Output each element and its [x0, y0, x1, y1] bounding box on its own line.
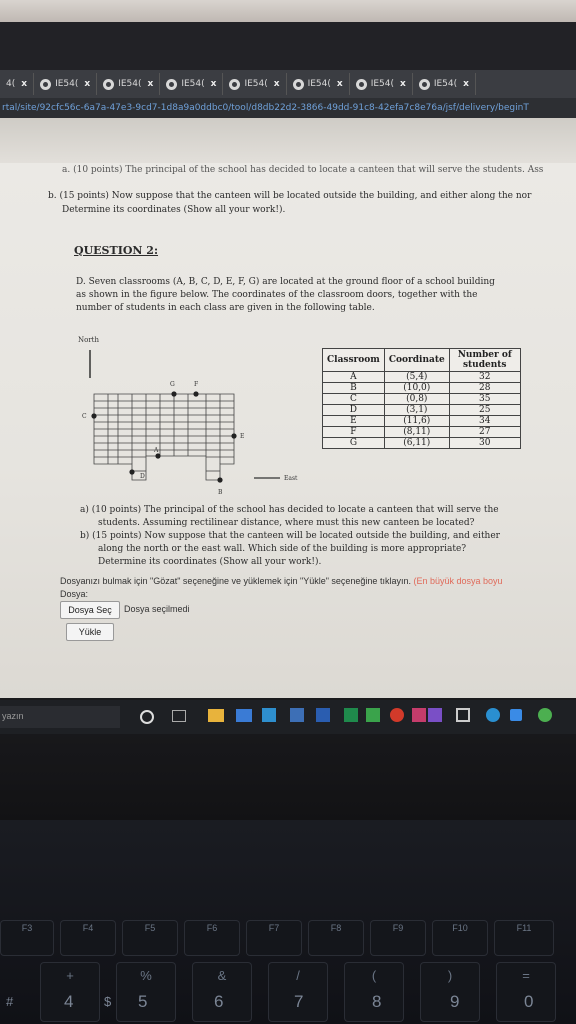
cell-students: 32 [449, 372, 520, 383]
page-content [0, 118, 576, 698]
tab-close-icon[interactable]: x [147, 79, 154, 89]
tab-label: IE54( [55, 79, 79, 89]
door-marker-c [91, 413, 96, 418]
key-label: & [217, 968, 227, 983]
door-label-f: F [194, 381, 199, 388]
browser-tab[interactable] [287, 73, 350, 95]
key-label: F9 [392, 923, 404, 933]
part-b-line: Determine its coordinates (Show all your work!). [62, 205, 286, 215]
key-label: # [6, 994, 14, 1009]
file-explorer-icon[interactable] [208, 709, 224, 722]
cell-students: 27 [449, 427, 520, 438]
door-marker-e [231, 433, 236, 438]
question-title: QUESTION 2: [74, 244, 159, 257]
browser-tab[interactable] [97, 73, 160, 95]
cell-students: 28 [449, 383, 520, 394]
tab-close-icon[interactable]: x [84, 79, 91, 89]
tab-label: IE54( [244, 79, 268, 89]
task-view-icon[interactable] [172, 710, 186, 722]
cell-classroom: E [323, 416, 385, 427]
cell-classroom: B [323, 383, 385, 394]
key-label: ( [371, 968, 377, 983]
tab-close-icon[interactable]: x [463, 79, 469, 89]
cell-classroom: C [323, 394, 385, 405]
file-label: Dosya: [60, 589, 89, 599]
key-f7[interactable] [246, 920, 302, 956]
browser-tab[interactable] [223, 73, 286, 95]
door-marker-f [193, 391, 198, 396]
table-row [323, 383, 521, 394]
key-f8[interactable] [308, 920, 364, 956]
key-f9[interactable] [370, 920, 426, 956]
part-b-line: b. (15 points) Now suppose that the canteen will be located outside the building, and either along the nor [48, 191, 532, 201]
tab-favicon-icon [229, 79, 240, 90]
header-students: Number of students [449, 349, 520, 372]
browser-tab[interactable] [350, 73, 413, 95]
question-b-line: along the north or the east wall. Which side of the building is more appropriate? [98, 544, 467, 554]
cortana-icon[interactable] [140, 710, 154, 724]
browser-tab[interactable] [413, 73, 476, 95]
table-row [323, 405, 521, 416]
key-f6[interactable] [184, 920, 240, 956]
tab-label: IE54( [307, 79, 331, 89]
cell-coordinate: (0,8) [384, 394, 449, 405]
app-word-icon[interactable] [316, 708, 330, 722]
tab-favicon-icon [356, 79, 367, 90]
table-row [323, 372, 521, 383]
cell-classroom: G [323, 438, 385, 449]
key-f11[interactable] [494, 920, 554, 956]
north-label: North [78, 336, 100, 344]
key-label: ) [447, 968, 453, 983]
door-label-d: D [140, 473, 145, 480]
app-red-icon[interactable] [390, 708, 404, 722]
upload-size-note: (En büyük dosya boyu [413, 576, 503, 586]
monitor-bezel-top [0, 22, 576, 72]
question-a-line: a) (10 points) The principal of the school has decided to locate a canteen that will serve the [80, 505, 499, 515]
cell-coordinate: (8,11) [384, 427, 449, 438]
taskbar-search-box[interactable] [0, 706, 120, 728]
building-outline [94, 394, 234, 480]
table-row [323, 438, 521, 449]
tab-label: IE54( [370, 79, 394, 89]
tab-favicon-icon [419, 79, 430, 90]
door-label-b: B [218, 489, 223, 496]
key-f10[interactable] [432, 920, 488, 956]
cell-students: 30 [449, 438, 520, 449]
table-row [323, 394, 521, 405]
tab-label: IE54( [181, 79, 205, 89]
key-label: F5 [144, 923, 156, 933]
tab-close-icon[interactable]: x [21, 79, 28, 89]
taskbar-search-text: yazın [2, 711, 24, 721]
tab-label: IE54( [118, 79, 142, 89]
cell-students: 35 [449, 394, 520, 405]
building-grid [94, 394, 234, 480]
key-label: = [522, 968, 530, 983]
classroom-table [322, 348, 521, 449]
page-header-band [0, 118, 576, 163]
cell-coordinate: (3,1) [384, 405, 449, 416]
key-label: F7 [268, 923, 280, 933]
intro-line: D. Seven classrooms (A, B, C, D, E, F, G) are located at the ground floor of a school building [76, 277, 495, 287]
key-f3[interactable] [0, 920, 54, 956]
keyboard [0, 820, 576, 1024]
monitor-bezel-bottom [0, 734, 576, 824]
key-label: 4 [64, 992, 74, 1011]
cell-coordinate: (5,4) [384, 372, 449, 383]
browser-tab-bar [0, 70, 576, 98]
key-label: F8 [330, 923, 342, 933]
east-label: East [284, 475, 298, 482]
mail-icon[interactable] [236, 709, 252, 722]
cell-students: 34 [449, 416, 520, 427]
key-label: 5 [138, 992, 148, 1011]
question-b-line: Determine its coordinates (Show all your work!). [98, 557, 322, 567]
intro-line: number of students in each class are given in the following table. [76, 303, 375, 313]
app-purple-icon[interactable] [428, 708, 442, 722]
choose-file-button[interactable]: Dosya Seç [60, 601, 120, 619]
app-blue-icon[interactable] [290, 708, 304, 722]
app-pink-icon[interactable] [412, 708, 426, 722]
browser-tab[interactable] [160, 73, 223, 95]
key-label: $ [104, 994, 112, 1009]
no-file-selected-text: Dosya seçilmedi [124, 604, 190, 614]
key-f4[interactable] [60, 920, 116, 956]
chrome-icon[interactable] [538, 708, 552, 722]
key-label: F4 [82, 923, 94, 933]
table-header-row [323, 349, 521, 372]
key-label: / [296, 968, 300, 983]
floor-plan-figure [70, 328, 320, 508]
tab-close-icon[interactable]: x [210, 79, 217, 89]
door-label-g: G [170, 381, 175, 388]
door-marker-d [129, 469, 134, 474]
cell-coordinate: (6,11) [384, 438, 449, 449]
table-row [323, 416, 521, 427]
question-b-line: b) (15 points) Now suppose that the canteen will be located outside the building, and either [80, 531, 500, 541]
door-marker-b [217, 477, 222, 482]
cut-text-line: a. (10 points) The principal of the school has decided to locate a canteen that will serve the students. Ass [62, 165, 544, 175]
tab-close-icon[interactable]: x [273, 79, 280, 89]
door-marker-g [171, 391, 176, 396]
header-classroom: Classroom [323, 349, 385, 372]
url-text: rtal/site/92cfc56c-6a7a-47e3-9cd7-1d8a9a0ddbc0/tool/d8db22d2-3866-49dd-91c8-42efa7c8e76a/jsf/delivery/beginT [2, 103, 529, 113]
tab-favicon-icon [166, 79, 177, 90]
cell-classroom: F [323, 427, 385, 438]
key-label: 0 [524, 992, 534, 1011]
upload-instruction-text: Dosyanızı bulmak için "Gözat" seçeneğine ve yüklemek için "Yükle" seçeneğine tıklayın. [60, 576, 411, 586]
tab-label: IE54( [433, 79, 458, 89]
tab-close-icon[interactable]: x [336, 79, 343, 89]
door-label-a: A [154, 447, 159, 454]
key-label: 9 [450, 992, 460, 1011]
header-coordinate: Coordinate [384, 349, 449, 372]
tab-label: 4( [6, 79, 16, 89]
key-label: F10 [452, 923, 468, 933]
key-label: 7 [294, 992, 304, 1011]
key-label: F3 [21, 923, 33, 933]
table-row [323, 427, 521, 438]
number-key-labels [0, 992, 576, 1020]
door-label-c: C [82, 413, 87, 420]
door-marker-a [155, 453, 160, 458]
browser-tab-partial[interactable] [0, 73, 34, 95]
cell-students: 25 [449, 405, 520, 416]
app-check-icon[interactable] [510, 709, 522, 721]
cell-coordinate: (11,6) [384, 416, 449, 427]
excel-icon[interactable] [344, 708, 358, 722]
app-l-icon[interactable] [262, 708, 276, 722]
upload-button[interactable]: Yükle [66, 623, 114, 641]
taskbar [0, 700, 576, 734]
tab-favicon-icon [40, 79, 51, 90]
browser-tab[interactable] [34, 73, 97, 95]
edge-icon[interactable] [486, 708, 500, 722]
address-bar[interactable] [0, 98, 576, 118]
app-green-icon[interactable] [366, 708, 380, 722]
intro-line: as shown in the figure below. The coordinates of the classroom doors, together with the [76, 290, 478, 300]
tab-close-icon[interactable]: x [400, 79, 406, 89]
key-label: 8 [372, 992, 382, 1011]
tab-favicon-icon [103, 79, 114, 90]
key-f5[interactable] [122, 920, 178, 956]
cell-classroom: A [323, 372, 385, 383]
cell-coordinate: (10,0) [384, 383, 449, 394]
app-gray-icon[interactable] [456, 708, 470, 722]
tab-favicon-icon [293, 79, 304, 90]
door-label-e: E [240, 433, 245, 440]
question-a-line: students. Assuming rectilinear distance, where must this new canteen be located? [98, 518, 475, 528]
key-label: F6 [206, 923, 218, 933]
cell-classroom: D [323, 405, 385, 416]
key-label: + [66, 968, 74, 983]
key-label: % [140, 968, 152, 983]
upload-instruction [60, 576, 576, 586]
key-label: 6 [214, 992, 224, 1011]
key-label: F11 [516, 923, 532, 933]
